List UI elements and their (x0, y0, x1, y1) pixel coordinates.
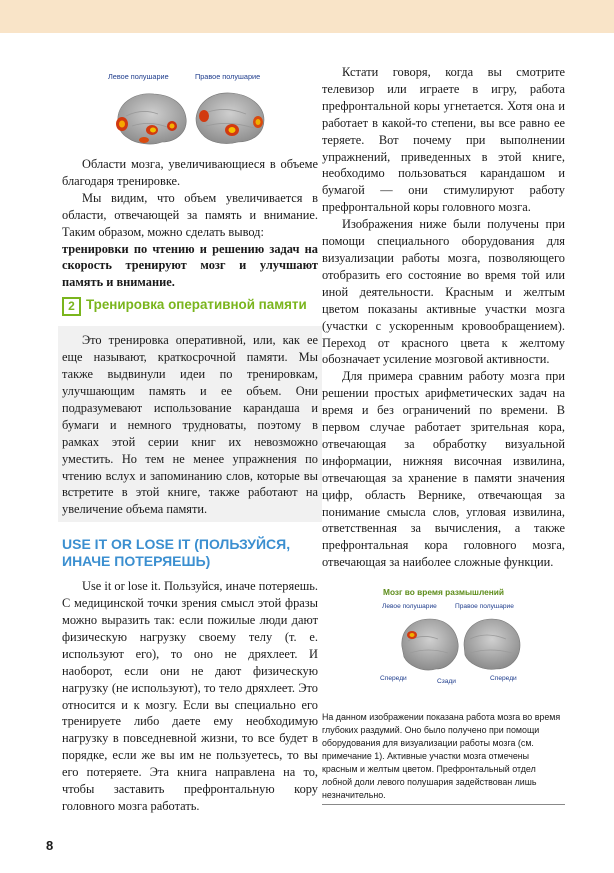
left-hemisphere-label: Левое полушарие (108, 72, 169, 81)
use-it-or-lose-it-text: Use it or lose it. Пользуйся, иначе потеряешь. С медицинской точки зрения смысл этой фразы можно выразить так: если пожилые люди дают физическую нагрузку своему телу (т. е. используют его), то оно не дряхлеет. И наоборот, если они не дают физическую нагрузку (не используют), то тело дряхлеет. Это относится и к мозгу. Если вы специально его тренируете либо даете ему необходимую нагрузку в повседневной жизни, то все будет в порядке, если же вы им не пользуетесь, то вы его потеряете. Эта книга направлена на то, чтобы заставить префронтальную кору головного мозга работать. (62, 579, 318, 813)
use-it-or-lose-it-heading: USE IT OR LOSE IT (ПОЛЬЗУЙСЯ, ИНАЧЕ ПОТЕРЯЕШЬ) (62, 536, 291, 570)
figure-left-hemisphere-label: Левое полушарие (382, 603, 437, 611)
figure-right-hemisphere-label: Правое полушарие (455, 603, 514, 611)
working-memory-text: Это тренировка оперативной, или, как ее еще называют, краткосрочной памяти. Мы также выдвинули идеи по тренировкам, улучшающим память и ее объем. Они подразумевают использование карандаша и бумаги и немного трудноваты, поэтому в рамках этой серии книг их невозможно уместить. Но тем не менее упражнения по чтению вслух и запоминанию слов, которые вы встретите в этой книге, также работают на увеличение объема памяти. (62, 333, 318, 517)
figure-caption: На данном изображении показана работа мозга во время глубоких раздумий. Оно было получено при помощи оборудования для визуализации работы мозга (см. примечание 1). Активные участки мозга отмечены красным и желтым цветом. Префронтальный отдел лобной доли левого полушария задействован лишь незначительно. (322, 711, 565, 804)
section-title: Тренировка оперативной памяти (86, 297, 307, 313)
section-heading-working-memory (62, 297, 318, 316)
top-color-band (0, 0, 614, 33)
page-number: 8 (46, 838, 54, 853)
right-column (322, 64, 565, 805)
front-right-label: Спереди (490, 675, 517, 683)
thinking-brain-figure-title: Мозг во время размышлений (383, 587, 504, 598)
brain-figure-top (62, 64, 318, 154)
section-number-badge: 2 (62, 297, 81, 316)
front-left-label: Спереди (380, 675, 407, 683)
back-label: Сзади (437, 678, 456, 686)
arithmetic-example-text: Для примера сравним работу мозга при решении простых арифметических задач на время и без ограничений по времени. В первом случае работает зрительная кора, отвечающая за обработку визуальной информации, нижняя височная извилина, отвечающая за хранение в памяти значения цифр, область Вернике, отвечающая за понимание смысла слов, угловая извилина, ответственная за вычисления, а также префронтальная кора головного мозга, отвечающая за наиболее сложные функции. (322, 369, 565, 570)
brain-scan-image (112, 86, 272, 150)
tv-games-text: Кстати говоря, когда вы смотрите телевизор или играете в игру, работа префронтальной коры угнетается. Хотя она и работает в какой-то степени, вы все равно ее теряете. Вот почему при выполнении упражнений, приведенных в этой книге, необходимо пользоваться карандашом и бумагой — они стимулируют работу префронтальной коры головного мозга. (322, 65, 565, 215)
brain-areas-caption-text: Области мозга, увеличивающиеся в объеме благодаря тренировке. (62, 157, 318, 188)
conclusion-bold-text: тренировки по чтению и решению задач на скорость тренируют мозг и улучшают память и внимание. (62, 241, 318, 290)
imaging-explanation-text: Изображения ниже были получены при помощи специального оборудования для визуализации работы мозга, позволяющего отобразить его состояние во время той или иной деятельности. Красным и желтым цветом показаны активные участки мозга (участки с ускоренным кровообращением). Переход от красного цвета к желтому обозначает усиление мозговой активности. (322, 217, 565, 367)
right-hemisphere-label: Правое полушарие (195, 72, 261, 81)
thinking-brain-scan-image (398, 613, 526, 677)
volume-increase-text: Мы видим, что объем увеличивается в области, отвечающей за память и внимание. Таким образом, можно сделать вывод: (62, 190, 318, 239)
shaded-text-box (58, 326, 322, 522)
left-column (62, 64, 318, 815)
thinking-brain-figure (322, 601, 565, 709)
